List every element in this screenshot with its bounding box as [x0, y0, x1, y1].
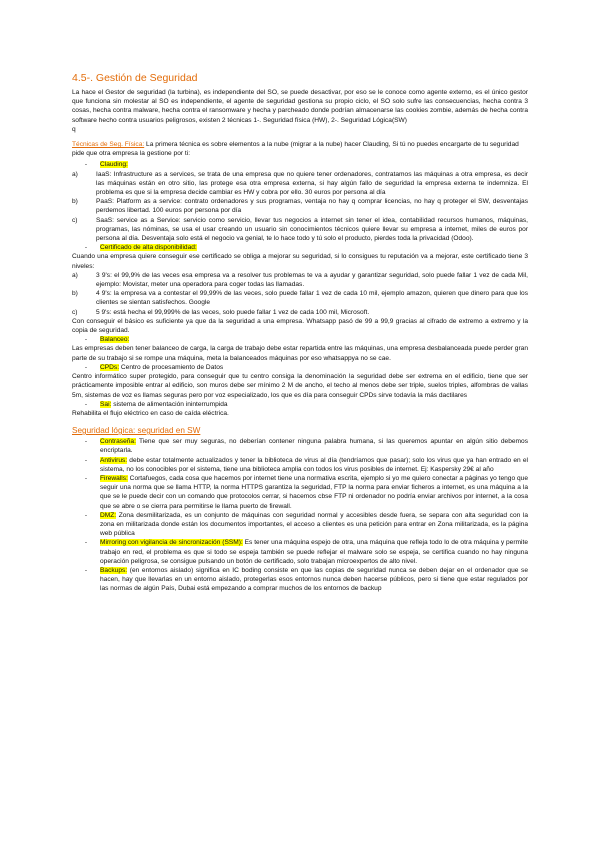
logical-section	[72, 426, 528, 435]
logical-item-text: (en entornos aislado) significa en IC boding consiste en que las copias de seguridad nunca se deben dejar en el ordenador que se hacen, hay que llevarlas en un entorno aislado, protegerlas esos entornos nunca deben hacerse públicos, pero si tiene que estar regulados por las normas de algún País, Dubai está empezando a comprar muchos de los entornos de backup	[100, 566, 528, 593]
list-item-text: 4 9's: la empresa va a contestar el 99,99% de las veces, solo puede fallar 1 vez de cada 10 mil, ejemplo amazon, quieren que dinero para que los clientes se sientan satisfechos. Google	[96, 290, 528, 307]
bullet-dash: -	[84, 539, 88, 547]
balanceo-label: Balanceo:	[100, 336, 130, 344]
logical-item-text: debe estar totalmente actualizados y tener la biblioteca de virus al día (tendríamos que pasar); solo los virus que ya han entrado en el sistema, no los conocibles por el sistema, tiene una biblioteca amplia con todos los virus posibles de internet. Ej: Kaspersky 29€ al año	[100, 456, 528, 473]
logical-item-body	[100, 437, 528, 455]
logical-item-text: Zona desmilitarizada, es un conjunto de máquinas con seguridad normal y accesibles desde fuera, se separa con alta seguridad con la zona en militarizada donde están los documentos importantes, el acceso a clientes es una petición para entrar en Zona militarizada, es la página web pública	[100, 511, 528, 538]
list-item	[72, 308, 528, 317]
list-item-text: 5 9's: está hecha el 99,999% de las veces, solo puede fallar 1 vez de cada 100 mil, Microsoft.	[96, 308, 370, 316]
logical-item-body	[100, 474, 528, 511]
logical-item	[72, 538, 528, 566]
document-page	[72, 72, 528, 594]
list-item-marker: c)	[72, 308, 78, 316]
balanceo-text: Las empresas deben tener balanceo de carga, la carga de trabajo debe estar repartida entre las máquinas, una empresa desbalanceada puede perder gran parte de su trabajo si se rompe una máquina, meta la balanceados máquinas por eso whatsappya no se cae.	[72, 345, 529, 362]
sai-label: Sai:	[100, 400, 112, 408]
bullet-dash: -	[84, 400, 88, 408]
logical-item-body	[100, 456, 528, 474]
list-item	[72, 216, 528, 244]
cpd-text: Centro informático super protegido, para conseguir que tu centro consiga la denominación la seguridad debe ser extrema en el edificio, tiene que ser prácticamente imposible entrar al edificio, son muros debe ser mínimo 2 M de ancho, el techo al menos debe ser triple, suelos triples, alfombras de vallas 5m, sistemas de voz es llamas seguras pero por voz especializado, los que es día para conseguir CPDs sirve todavía la más dactilares	[72, 373, 528, 399]
cpd-label-rest: Centro de procesamiento de Datos	[119, 363, 224, 371]
cert-outro: Con conseguir el básico es suficiente ya que da la seguridad a una empresa. Whatsapp pasó de 99 a 99,9 gracias al cifrado de extremo a extremo y la copia de seguridad.	[72, 317, 528, 335]
balanceo-bullet	[72, 335, 528, 344]
clauding-list	[72, 170, 528, 244]
logical-item-label: Antivirus:	[100, 456, 128, 464]
logical-item-text: Cortafuegos, cada cosa que hacemos por internet tiene una normativa escrita, ejemplo si yo me quiero conectar a páginas yo tengo que seguir una norma que se llama HTTP, la norma HTTPS garantiza la seguridad, FTP la norma para enviar ficheros a internet, es una máquina a la que se le puede decir con un comando que protocolos cerrar, si hacemos cbse FTP ni ordenador no podría enviar archivos por internet, a la cosa que se abre o se cierra para permitirse le llama puerto de firewall.	[100, 474, 528, 510]
bullet-dash: -	[84, 456, 88, 464]
list-item-marker: c)	[72, 216, 78, 224]
list-item-text: 3 9's: el 99,9% de las veces esa empresa va a resolver tus problemas te va a ayudar y garantizar seguridad, solo puede fallar 1 vez de cada Mil, ejemplo: Movistar, meter una operadora para coger todas las llamadas.	[96, 271, 528, 289]
cert-list	[72, 271, 528, 317]
list-item-text: PaaS: Platform as a service: contrato ordenadores y sus programas, ventaja no hay q comprar licencias, no hay q proteger el SW, desventajas perdemos libertad. 100 euros por persona por día	[96, 198, 528, 215]
logical-item	[72, 456, 528, 474]
list-item-text: IaaS: Infrastructure as a services, se trata de una empresa que no quiere tener ordenadores, contratamos las máquinas a otra empresa, es decir las máquinas están en otro sitio, las protege esa otra empresa externa, si hay algún fallo de seguridad la empresa externa te indemniza. El problema es que si la empresa decide cambiar es HW y cobra por ello. 30 euros por persona al día	[96, 170, 528, 197]
physical-heading-rest: La primera técnica es sobre elementos a la nube (migrar a la nube) hacer Clauding, Si tú no puedes encargarte de tu seguridad pide que otra empresa la gestione por ti:	[72, 141, 519, 158]
page-title: 4.5-. Gestión de Seguridad	[72, 72, 198, 84]
intro-paragraph: La hace el Gestor de seguridad (la turbina), es independiente del SO, se puede desactivar, por eso se le conoce como agente externo, es el único gestor que funciona sin molestar al SO es independiente, el agente de seguridad gestiona su propio ciclo, el SO solo sufre las consecuencias, hecha contra 3 cosas, hecha contra malware, hecha contra el ransomware y hecha y parcheado donde podrían almacenarse las cookies zombie, además de hecha contra software hecho contra usuarios peligrosos, existen 2 técnicas 1-. Seguridad física (HW), 2-. Seguridad Lógica(SW)	[72, 89, 528, 124]
logical-item	[72, 566, 528, 594]
logical-item-text: Es tener una máquina espejo de otra, una máquina que refleja todo lo de otra máquina y permite trabajo en red, el problema es que si todo se espeja también se puede reflejar el malware solo se espeja, se certifica cuando no hay ninguna operación peligrosa, se consigue pulsando un botón de certificado, solo trabajan microexpertos de alto nivel.	[100, 539, 528, 565]
cert-intro: Cuando una empresa quiere conseguir ese certificado se obliga a mejorar su seguridad, si lo consigues tu reputación va a mejorar, este certificado tiene 3 niveles:	[72, 253, 528, 270]
sai-label-rest: sistema de alimentación ininterrumpida	[111, 400, 228, 408]
list-item-marker: b)	[72, 198, 78, 206]
clauding-label: Clauding:	[100, 161, 128, 169]
list-item	[72, 170, 528, 198]
bullet-dash: -	[84, 474, 88, 482]
bullet-dash: -	[84, 161, 88, 169]
logical-item-label: Contraseña:	[100, 438, 136, 446]
logical-item-body	[100, 566, 528, 594]
logical-item-label: Mirroring con vigilancia de sincronización (SSM):	[100, 539, 243, 547]
cpd-bullet	[72, 363, 528, 372]
clauding-bullet	[72, 160, 528, 169]
intro-stray-char: q	[72, 125, 76, 133]
cpd-label: CPDs:	[100, 363, 120, 371]
logical-item-body	[100, 511, 528, 539]
logical-item	[72, 474, 528, 511]
bullet-dash: -	[84, 363, 88, 371]
bullet-dash: -	[84, 566, 88, 574]
logical-item-body	[100, 538, 528, 566]
bullet-dash: -	[84, 336, 88, 344]
list-item	[72, 197, 528, 215]
list-item-marker: a)	[72, 170, 78, 178]
physical-section	[72, 140, 528, 158]
logical-item-label: Backups:	[100, 566, 128, 574]
logical-item-label: Firewalls:	[100, 474, 128, 482]
bullet-dash: -	[84, 511, 88, 519]
list-item	[72, 271, 528, 289]
bullet-dash: -	[84, 244, 88, 252]
logical-item	[72, 511, 528, 539]
logical-item-label: DMZ:	[100, 511, 117, 519]
list-item-text: SaaS: service as a Service: servicio como servicio, llevar tus negocios a internet sin tener el idea, contabilidad recursos humanos, máquinas, programas, las nóminas, se usa el usar creando un usuario sin conocimientos técnicos quiere llevar su empresa a internet, miles de euros por persona al día. Desventaja solo está el negocio va genial, te lo hace todo y tú solo el producto, pierdes toda la privacidad (Odoo).	[96, 216, 528, 243]
physical-heading: Técnicas de Seg. Física:	[72, 141, 145, 149]
list-item	[72, 289, 528, 307]
sai-text: Rehabilita el flujo eléctrico en caso de caída eléctrica.	[72, 409, 229, 417]
sai-bullet	[72, 400, 528, 409]
logical-item	[72, 437, 528, 455]
cert-label: Certificado de alta disponibilidad:	[100, 244, 197, 252]
list-item-marker: b)	[72, 290, 78, 298]
cert-bullet	[72, 243, 528, 252]
logical-item-text: Tiene que ser muy seguras, no deberían contener ninguna palabra humana, si las queremos apuntar en algún sitio debemos encriptarla.	[100, 438, 528, 455]
logical-list	[72, 437, 528, 593]
logical-heading: Seguridad lógica: seguridad en SW	[72, 426, 201, 436]
list-item-marker: a)	[72, 271, 78, 279]
bullet-dash: -	[84, 438, 88, 446]
